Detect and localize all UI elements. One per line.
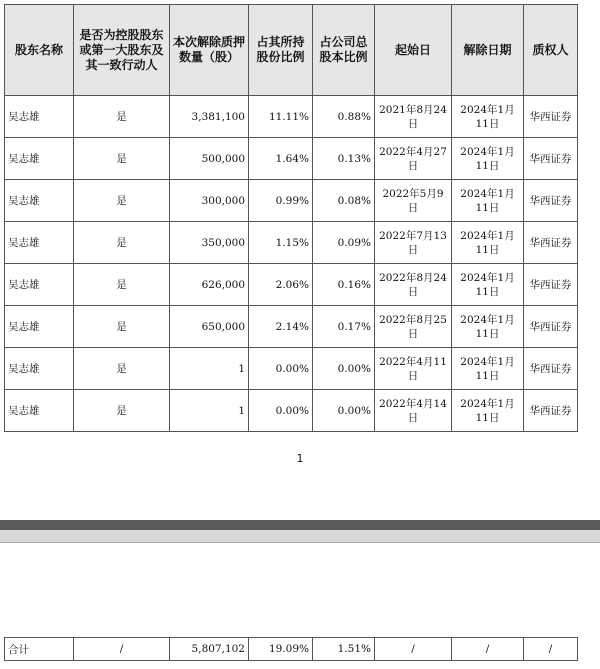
cell-is-controlling: 是 [74,96,170,138]
cell-pct-total: 0.88% [313,96,375,138]
cell-shares: 626,000 [170,264,249,306]
table-row [5,180,578,222]
cell-pct-own: 2.14% [249,306,313,348]
cell-pledgee: 华西证券 [524,264,578,306]
table-header-row [5,5,578,96]
cell-pct-own: 0.99% [249,180,313,222]
header-holder-name: 股东名称 [5,5,74,96]
cell-release-date: 2024年1月11日 [452,390,524,432]
cell-release-date: 2024年1月11日 [452,222,524,264]
cell-pledgee: 华西证券 [524,222,578,264]
table-row [5,348,578,390]
total-is-controlling: / [74,638,170,661]
cell-is-controlling: 是 [74,348,170,390]
cell-holder: 吴志雄 [5,180,74,222]
cell-pledgee: 华西证券 [524,96,578,138]
cell-shares: 350,000 [170,222,249,264]
cell-pct-total: 0.09% [313,222,375,264]
cell-shares: 1 [170,348,249,390]
cell-holder: 吴志雄 [5,264,74,306]
cell-release-date: 2024年1月11日 [452,180,524,222]
pledge-total-table [4,637,578,661]
cell-pct-total: 0.16% [313,264,375,306]
header-start-date: 起始日 [375,5,452,96]
cell-pct-own: 0.00% [249,390,313,432]
cell-start-date: 2022年5月9日 [375,180,452,222]
total-release-date: / [452,638,524,661]
cell-pledgee: 华西证券 [524,306,578,348]
cell-pct-total: 0.08% [313,180,375,222]
cell-pct-total: 0.13% [313,138,375,180]
total-start-date: / [375,638,452,661]
header-release-date: 解除日期 [452,5,524,96]
cell-is-controlling: 是 [74,222,170,264]
cell-start-date: 2022年8月25日 [375,306,452,348]
header-pct-total: 占公司总股本比例 [313,5,375,96]
header-pledgee: 质权人 [524,5,578,96]
pledge-release-table [4,4,578,432]
header-is-controlling: 是否为控股股东或第一大股东及其一致行动人 [74,5,170,96]
cell-pct-own: 0.00% [249,348,313,390]
cell-is-controlling: 是 [74,138,170,180]
cell-pledgee: 华西证券 [524,138,578,180]
cell-pledgee: 华西证券 [524,348,578,390]
cell-release-date: 2024年1月11日 [452,306,524,348]
cell-holder: 吴志雄 [5,390,74,432]
cell-start-date: 2022年4月27日 [375,138,452,180]
cell-pledgee: 华西证券 [524,180,578,222]
header-pct-own: 占其所持股份比例 [249,5,313,96]
cell-is-controlling: 是 [74,180,170,222]
cell-start-date: 2022年4月14日 [375,390,452,432]
document-page-2 [0,543,600,669]
cell-start-date: 2022年8月24日 [375,264,452,306]
cell-start-date: 2022年7月13日 [375,222,452,264]
header-release-shares: 本次解除质押数量（股） [170,5,249,96]
cell-release-date: 2024年1月11日 [452,264,524,306]
total-row [5,638,578,661]
cell-holder: 吴志雄 [5,96,74,138]
cell-pct-own: 1.64% [249,138,313,180]
table-row [5,390,578,432]
page-number: 1 [296,452,304,465]
cell-holder: 吴志雄 [5,348,74,390]
total-shares: 5,807,102 [170,638,249,661]
cell-shares: 300,000 [170,180,249,222]
table-row [5,264,578,306]
cell-pct-total: 0.17% [313,306,375,348]
cell-shares: 1 [170,390,249,432]
table-row [5,96,578,138]
cell-pct-total: 0.00% [313,390,375,432]
page-gap [0,520,600,530]
cell-pledgee: 华西证券 [524,390,578,432]
cell-release-date: 2024年1月11日 [452,348,524,390]
table-row [5,222,578,264]
total-pledgee: / [524,638,578,661]
total-pct-own: 19.09% [249,638,313,661]
page-separator [0,530,600,543]
cell-start-date: 2022年4月11日 [375,348,452,390]
cell-is-controlling: 是 [74,306,170,348]
table-row [5,138,578,180]
cell-holder: 吴志雄 [5,222,74,264]
cell-start-date: 2021年8月24日 [375,96,452,138]
cell-is-controlling: 是 [74,264,170,306]
cell-pct-own: 11.11% [249,96,313,138]
cell-holder: 吴志雄 [5,306,74,348]
table-row [5,306,578,348]
cell-shares: 500,000 [170,138,249,180]
cell-shares: 3,381,100 [170,96,249,138]
cell-is-controlling: 是 [74,390,170,432]
cell-pct-total: 0.00% [313,348,375,390]
cell-holder: 吴志雄 [5,138,74,180]
total-pct-total: 1.51% [313,638,375,661]
cell-pct-own: 1.15% [249,222,313,264]
total-label: 合计 [5,638,74,661]
cell-pct-own: 2.06% [249,264,313,306]
cell-release-date: 2024年1月11日 [452,96,524,138]
cell-release-date: 2024年1月11日 [452,138,524,180]
cell-shares: 650,000 [170,306,249,348]
